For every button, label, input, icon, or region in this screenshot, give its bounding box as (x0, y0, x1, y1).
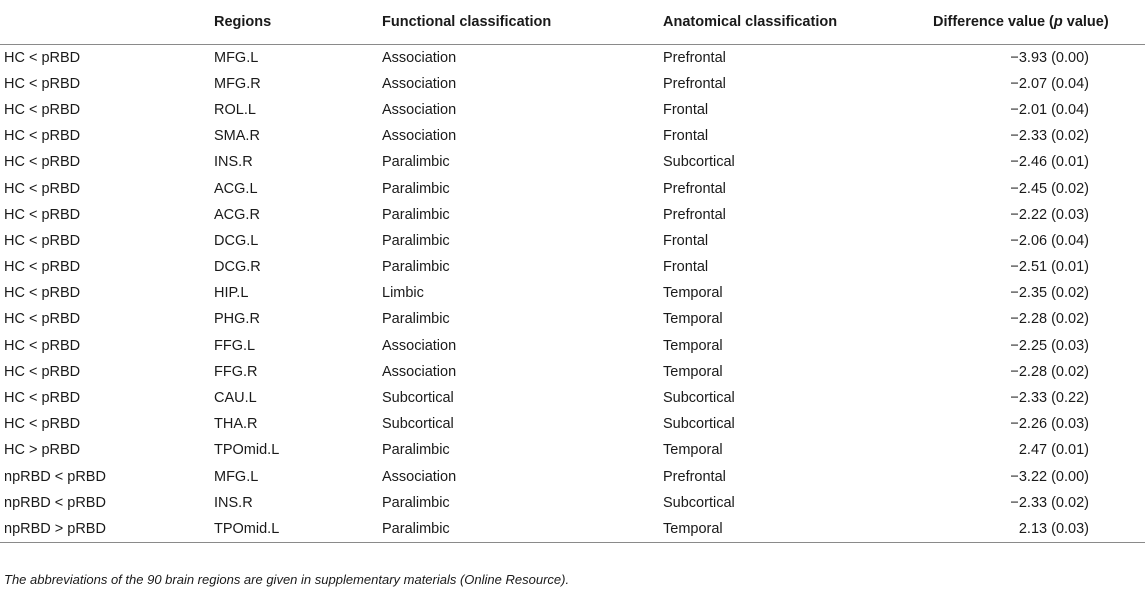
table-row (0, 228, 1145, 254)
cell-difference-value: −2.28 (0.02) (1010, 363, 1089, 380)
cell-anatomical-classification: Prefrontal (663, 49, 726, 66)
header-functional-classification: Functional classification (382, 14, 552, 30)
table-row (0, 464, 1145, 490)
cell-region: ACG.L (214, 180, 258, 197)
cell-difference-value: 2.13 (0.03) (1018, 520, 1089, 537)
cell-group: HC < pRBD (4, 75, 81, 92)
cell-group: HC < pRBD (4, 337, 81, 354)
cell-group: HC < pRBD (4, 390, 81, 407)
cell-functional-classification: Paralimbic (382, 442, 450, 459)
header-group (0, 0, 214, 45)
cell-anatomical-classification: Temporal (663, 520, 723, 537)
cell-group: HC < pRBD (4, 285, 81, 302)
cell-group: HC < pRBD (4, 416, 81, 433)
cell-region: CAU.L (214, 390, 257, 407)
table-row (0, 97, 1145, 123)
cell-difference-value: −3.22 (0.00) (1010, 468, 1089, 485)
cell-functional-classification: Paralimbic (382, 311, 450, 328)
cell-region: TPOmid.L (214, 520, 280, 537)
cell-difference-value: −2.28 (0.02) (1010, 311, 1089, 328)
cell-functional-classification: Association (382, 49, 457, 66)
cell-difference-value: −2.45 (0.02) (1010, 180, 1089, 197)
cell-difference-value: −3.93 (0.00) (1010, 49, 1089, 66)
cell-region: INS.R (214, 494, 253, 511)
cell-group: HC < pRBD (4, 232, 81, 249)
cell-region: MFG.R (214, 75, 261, 92)
cell-anatomical-classification: Frontal (663, 232, 709, 249)
table-row (0, 306, 1145, 332)
cell-functional-classification: Paralimbic (382, 154, 450, 171)
cell-difference-value: −2.22 (0.03) (1010, 206, 1089, 223)
cell-difference-value: 2.47 (0.01) (1018, 442, 1089, 459)
cell-group: HC < pRBD (4, 206, 81, 223)
cell-anatomical-classification: Prefrontal (663, 468, 726, 485)
cell-functional-classification: Subcortical (382, 390, 454, 407)
cell-region: THA.R (214, 416, 258, 433)
cell-region: PHG.R (214, 311, 260, 328)
cell-anatomical-classification: Frontal (663, 259, 709, 276)
header-regions: Regions (214, 14, 272, 30)
table-row (0, 437, 1145, 463)
cell-region: FFG.R (214, 363, 258, 380)
cell-anatomical-classification: Temporal (663, 311, 723, 328)
header-difference-value (933, 0, 1145, 45)
table-row (0, 490, 1145, 516)
header-difference-suffix: value) (1062, 14, 1109, 30)
cell-group: HC < pRBD (4, 180, 81, 197)
cell-region: MFG.L (214, 49, 259, 66)
cell-group: npRBD < pRBD (4, 494, 106, 511)
cell-difference-value: −2.07 (0.04) (1010, 75, 1089, 92)
cell-functional-classification: Association (382, 468, 457, 485)
cell-group: npRBD > pRBD (4, 520, 106, 537)
table-footnote: The abbreviations of the 90 brain regions are given in supplementary materials (Online Resource). (4, 572, 570, 587)
cell-anatomical-classification: Prefrontal (663, 75, 726, 92)
table-row (0, 175, 1145, 201)
cell-region: SMA.R (214, 128, 260, 145)
cell-group: HC < pRBD (4, 311, 81, 328)
cell-functional-classification: Paralimbic (382, 180, 450, 197)
cell-group: HC < pRBD (4, 128, 81, 145)
cell-group: HC > pRBD (4, 442, 81, 459)
cell-functional-classification: Association (382, 337, 457, 354)
table-row (0, 359, 1145, 385)
table-row (0, 280, 1145, 306)
cell-functional-classification: Association (382, 101, 457, 118)
cell-functional-classification: Paralimbic (382, 520, 450, 537)
cell-region: ACG.R (214, 206, 260, 223)
table-body (0, 45, 1145, 543)
cell-functional-classification: Association (382, 363, 457, 380)
cell-difference-value: −2.46 (0.01) (1010, 154, 1089, 171)
table-header-row (0, 0, 1145, 45)
cell-functional-classification: Paralimbic (382, 206, 450, 223)
cell-functional-classification: Paralimbic (382, 259, 450, 276)
table-row (0, 45, 1145, 71)
cell-functional-classification: Subcortical (382, 416, 454, 433)
cell-difference-value: −2.26 (0.03) (1010, 416, 1089, 433)
cell-anatomical-classification: Frontal (663, 128, 709, 145)
cell-region: HIP.L (214, 285, 249, 302)
cell-group: HC < pRBD (4, 363, 81, 380)
table-row (0, 385, 1145, 411)
cell-difference-value: −2.51 (0.01) (1010, 259, 1089, 276)
cell-difference-value: −2.35 (0.02) (1010, 285, 1089, 302)
cell-region: FFG.L (214, 337, 256, 354)
header-difference-prefix: Difference value ( (933, 14, 1054, 30)
cell-group: HC < pRBD (4, 259, 81, 276)
cell-region: TPOmid.L (214, 442, 280, 459)
cell-anatomical-classification: Temporal (663, 337, 723, 354)
cell-region: INS.R (214, 154, 253, 171)
cell-region: DCG.L (214, 232, 259, 249)
cell-difference-value: −2.33 (0.02) (1010, 494, 1089, 511)
cell-difference-value: −2.01 (0.04) (1010, 101, 1089, 118)
cell-region: MFG.L (214, 468, 259, 485)
cell-group: HC < pRBD (4, 101, 81, 118)
cell-difference-value: −2.06 (0.04) (1010, 232, 1089, 249)
cell-anatomical-classification: Subcortical (663, 390, 735, 407)
cell-group: HC < pRBD (4, 154, 81, 171)
cell-difference-value: −2.33 (0.22) (1010, 390, 1089, 407)
table-row (0, 123, 1145, 149)
cell-functional-classification: Limbic (382, 285, 424, 302)
cell-anatomical-classification: Prefrontal (663, 206, 726, 223)
cell-difference-value: −2.25 (0.03) (1010, 337, 1089, 354)
cell-anatomical-classification: Prefrontal (663, 180, 726, 197)
cell-functional-classification: Paralimbic (382, 232, 450, 249)
table-row (0, 333, 1145, 359)
table-row (0, 516, 1145, 542)
cell-anatomical-classification: Temporal (663, 285, 723, 302)
cell-anatomical-classification: Temporal (663, 442, 723, 459)
table-row (0, 202, 1145, 228)
cell-region: ROL.L (214, 101, 256, 118)
table-row (0, 71, 1145, 97)
cell-anatomical-classification: Subcortical (663, 154, 735, 171)
cell-functional-classification: Association (382, 75, 457, 92)
cell-functional-classification: Association (382, 128, 457, 145)
cell-group: npRBD < pRBD (4, 468, 106, 485)
cell-anatomical-classification: Frontal (663, 101, 709, 118)
cell-difference-value: −2.33 (0.02) (1010, 128, 1089, 145)
cell-group: HC < pRBD (4, 49, 81, 66)
header-difference-p: p (1053, 14, 1063, 30)
table-row (0, 254, 1145, 280)
cell-anatomical-classification: Temporal (663, 363, 723, 380)
cell-anatomical-classification: Subcortical (663, 494, 735, 511)
cell-functional-classification: Paralimbic (382, 494, 450, 511)
header-anatomical-classification: Anatomical classification (663, 14, 838, 30)
table-row (0, 149, 1145, 175)
cell-region: DCG.R (214, 259, 261, 276)
table-row (0, 411, 1145, 437)
cell-anatomical-classification: Subcortical (663, 416, 735, 433)
